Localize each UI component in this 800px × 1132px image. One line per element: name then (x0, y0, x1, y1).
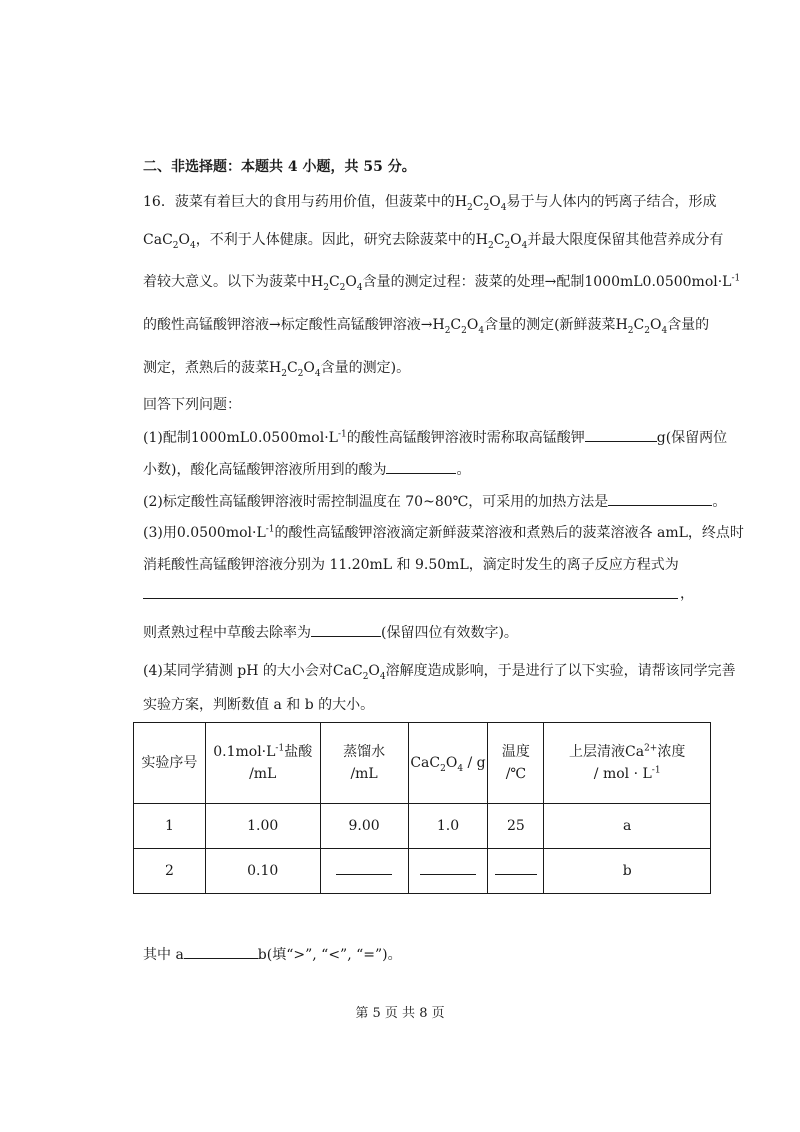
h2c2o4-formula: $H_2C_2O_4$ (615, 317, 668, 336)
h2c2o4-formula: $H_2C_2O_4$ (432, 317, 485, 336)
answer-blank-acid[interactable] (386, 459, 456, 474)
h2c2o4-formula: $H_2C_2O_4$ (269, 360, 321, 379)
answer-blank-cac2o4[interactable] (420, 860, 476, 875)
q16-text: 含量的测定(新鲜菠菜 (484, 317, 616, 333)
q16-text: 小数)，酸化高锰酸钾溶液所用到的酸为 (143, 462, 387, 478)
cac2o4-formula: $CaC_2O_4$ (332, 663, 386, 682)
q16-text: (1)配制1000mL0.0500mol·L (143, 430, 338, 446)
h2c2o4-formula: $H_2C_2O_4$ (475, 232, 528, 251)
q16-text: b(填“>”, “<”, “=”)。 (257, 947, 402, 963)
q16-text: 的酸性高锰酸钾溶液时需称取高锰酸钾 (346, 430, 585, 446)
table-header-row (134, 723, 711, 804)
q16-text: ， (680, 586, 694, 602)
sub-question-1-cont (143, 459, 470, 480)
header-seq: 实验序号 (134, 723, 206, 804)
sub-question-1: (1)配制$1000mL0.0500mol\cdot L^{-1}$的酸性高锰酸钾溶液时需称取高锰酸钾 g(保留两位 (143, 427, 727, 448)
q16-text: (保留四位有效数字)。 (381, 625, 518, 641)
sub-question-3: (3)用$0.0500mol\cdot L^{-1}$的酸性高锰酸钾溶液滴定新鲜菠菜溶液和煮熟后的菠菜溶液各 amL，终点时 (143, 524, 744, 541)
cell-seq: 1 (134, 804, 206, 849)
q16-text: ，不利于人体健康。因此，研究去除菠菜中的 (195, 232, 476, 248)
header-water: 蒸馏水 /mL (320, 723, 408, 804)
sub-question-2 (143, 491, 726, 512)
page-number: 第 5 页 共 8 页 (355, 1006, 445, 1021)
sub-question-3-cont (143, 555, 679, 575)
h2c2o4-formula: $H_2C_2O_4$ (311, 274, 363, 293)
sub-question-3-rate (143, 622, 518, 643)
q16-text: 其中 a (143, 947, 184, 963)
header-hcl: $0.1mol\cdot L^{-1}$盐酸 /mL (205, 723, 320, 804)
concentration-text: 1000mL0.0500mol·L (584, 274, 732, 290)
q16-text: g(保留两位 (656, 430, 728, 446)
cell-seq: 2 (134, 849, 206, 894)
q16-text: 实验方案，判断数值 a 和 b 的大小。 (143, 697, 375, 713)
answer-prompt (143, 395, 241, 415)
q16-line-4 (143, 315, 709, 335)
answer-blank-mass[interactable] (585, 427, 657, 442)
header-temp: 温度 /℃ (488, 723, 544, 804)
answer-blank-compare[interactable] (184, 944, 258, 959)
q16-text: 的酸性高锰酸钾溶液滴定新鲜菠菜溶液和煮熟后的菠菜溶液各 amL，终点时 (274, 525, 744, 541)
cell-water (320, 849, 408, 894)
answer-blank-water[interactable] (336, 860, 392, 875)
section-heading (143, 157, 416, 177)
experiment-table (133, 722, 711, 894)
q16-line-3: 着较大意义。以下为菠菜中$H_2C_2O_4$含量的测定过程：菠菜的处理→配制$1000mL0.0500mol\cdot L^{-1}$ (143, 273, 741, 293)
section-heading-text: 二、非选择题：本题共 4 小题，共 55 分。 (143, 159, 416, 175)
cac2o4-formula: $CaC_2O_4$ (143, 232, 196, 251)
table-row (134, 849, 711, 894)
table-row (134, 804, 711, 849)
cell-temp (488, 849, 544, 894)
q16-text: 易于与人体内的钙离子结合，形成 (506, 194, 717, 210)
q16-text: 溶解度造成影响，于是进行了以下实验，请帮该同学完善 (385, 663, 736, 679)
answer-prompt-text: 回答下列问题： (143, 397, 241, 413)
cell-water: 9.00 (320, 804, 408, 849)
q16-text: 的酸性高锰酸钾溶液→标定酸性高锰酸钾溶液→ (143, 317, 433, 333)
sub-question-4-cont (143, 695, 374, 715)
q16-text: 并最大限度保留其他营养成分有 (527, 232, 724, 248)
cell-concentration: a (544, 804, 711, 849)
page-footer (0, 1002, 800, 1021)
q16-line-2 (143, 230, 723, 250)
cell-temp: 25 (488, 804, 544, 849)
q16-text: (4)某同学猜测 pH 的大小会对 (143, 663, 333, 679)
sub-question-4 (143, 661, 736, 681)
answer-blank-removal-rate[interactable] (311, 622, 381, 637)
q16-text: 含量的测定过程：菠菜的处理→配制 (362, 274, 585, 290)
h2c2o4-formula: $H_2C_2O_4$ (454, 194, 507, 213)
q16-text: 含量的测定)。 (320, 360, 411, 376)
cell-hcl: 0.10 (205, 849, 320, 894)
q16-text: 消耗酸性高锰酸钾溶液分别为 11.20mL 和 9.50mL，滴定时发生的离子反应方程式为 (143, 557, 679, 573)
answer-blank-heating[interactable] (608, 491, 712, 506)
q16-text: (2)标定酸性高锰酸钾溶液时需控制温度在 70~80℃，可采用的加热方法是 (143, 494, 609, 510)
header-concentration: 上层清液$Ca^{2+}$浓度 / mol · $L^{-1}$ (544, 723, 711, 804)
q16-text: 含量的 (667, 317, 710, 333)
cell-concentration: b (544, 849, 711, 894)
q16-text: 着较大意义。以下为菠菜中 (143, 274, 311, 290)
final-question (143, 944, 402, 965)
q16-text: (3)用 (143, 525, 177, 541)
q16-text: 。 (712, 494, 727, 510)
q16-text: 。 (456, 462, 471, 478)
equation-comma (680, 584, 694, 604)
answer-blank-equation[interactable] (143, 598, 678, 599)
header-cac2o4: $CaC_2O_4$ / g (408, 723, 488, 804)
q16-text: 则煮熟过程中草酸去除率为 (143, 625, 311, 641)
q16-line-5 (143, 358, 410, 378)
cell-cac2o4: 1.0 (408, 804, 488, 849)
q16-line-1 (143, 192, 716, 212)
q16-text: 测定，煮熟后的菠菜 (143, 360, 269, 376)
concentration-text: 0.0500mol·L (176, 525, 266, 541)
cell-hcl: 1.00 (205, 804, 320, 849)
cell-cac2o4 (408, 849, 488, 894)
q16-text: 16．菠菜有着巨大的食用与药用价值，但菠菜中的 (143, 194, 455, 210)
answer-blank-temp[interactable] (495, 860, 537, 875)
